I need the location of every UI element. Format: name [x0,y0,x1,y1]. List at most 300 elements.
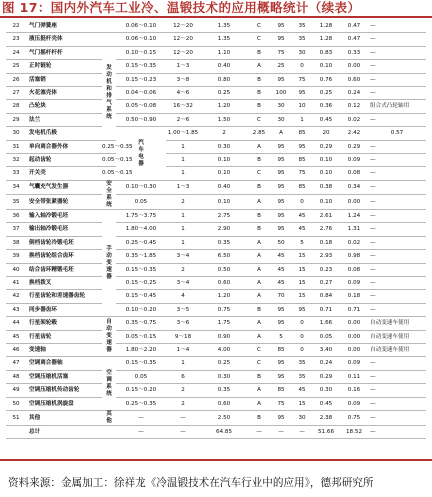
count-per-vehicle-cell: 6 [166,370,200,383]
ratio-b-cell: 35 [292,370,312,383]
note-cell: — [368,263,426,276]
part-name-cell: 气门弹簧座 [26,20,102,33]
ratio-a-cell: 85 [270,343,292,356]
value-b-cell: 0.00 [340,195,368,210]
table-row [6,303,426,316]
ratio-a-cell: 100 [270,87,292,100]
ratio-a-cell: 95 [270,195,292,210]
note-cell: — [368,357,426,370]
value-b-cell: 0.24 [340,87,368,100]
value-b-cell: 0.11 [340,370,368,383]
value-b-cell: 1.24 [340,209,368,222]
ratio-a-cell: 95 [270,410,292,425]
ratio-b-cell: 15 [292,397,312,410]
grade-cell: B [248,209,270,222]
weight-per-vehicle-cell: 0.25 [200,357,248,370]
ratio-b-cell: 1 [292,113,312,126]
category-label: 发动机和排气系统 [106,65,112,121]
part-name-cell: 输入轴冷锻毛坯 [26,209,102,222]
grade-cell: A [248,330,270,343]
weight-range-cell: 0.10～0.30 [116,180,166,195]
grade-cell: B [248,87,270,100]
weight-range-cell: 1.80～2.20 [116,343,166,356]
note-cell: — [368,290,426,303]
row-number-cell: 35 [6,195,26,210]
part-name-cell: 起动齿轮 [26,154,102,167]
row-number-cell: 29 [6,113,26,126]
count-per-vehicle-cell: 4～6 [166,87,200,100]
count-per-vehicle-cell: 9～18 [166,330,200,343]
ratio-b-cell: 35 [292,357,312,370]
part-name-cell: 单向离合器外体 [26,140,102,153]
value-b-cell: 0.71 [340,303,368,316]
category-cell [102,46,116,140]
weight-range-cell: 1.80～4.00 [116,223,166,236]
weight-per-vehicle-cell: 6.50 [200,250,248,263]
part-name-cell: 凸轮块 [26,100,102,113]
ratio-a-cell: 95 [270,140,292,153]
part-name-cell: 火花塞壳体 [26,87,102,100]
weight-per-vehicle-cell: 1.35 [200,20,248,33]
table-row [6,33,426,46]
part-name-cell: 空调压缩机涡旋盘 [26,397,102,410]
part-name-cell: 开关壳 [26,167,102,180]
part-name-cell: 发电机爪极 [26,127,102,140]
value-b-cell: 0.09 [340,154,368,167]
table-row [6,195,426,210]
count-per-vehicle-cell: 2 [166,195,200,210]
ratio-a-cell: 95 [270,223,292,236]
ratio-a-cell: 85 [270,384,292,397]
grade-cell: A [248,263,270,276]
weight-range-cell: 0.05～0.08 [116,100,166,113]
count-per-vehicle-cell: 3～5 [166,303,200,316]
weight-per-vehicle-cell: 64.85 [200,425,248,438]
value-a-cell: 0.23 [312,263,340,276]
part-name-cell: 结合齿环精锻毛坯 [26,263,102,276]
grade-cell: C [248,20,270,33]
value-a-cell: 0.05 [312,330,340,343]
value-a-cell: 0.71 [312,303,340,316]
ratio-b-cell: 95 [292,87,312,100]
row-number-cell: 48 [6,370,26,383]
category-cell [102,209,116,316]
ratio-b-cell: 85 [292,180,312,195]
value-b-cell: 0.18 [340,290,368,303]
part-name-cell: 输出轴冷锻毛坯 [26,223,102,236]
note-cell: — [368,167,426,180]
count-per-vehicle-cell: 2 [166,397,200,410]
value-a-cell: 0.10 [312,195,340,210]
ratio-b-cell: 30 [292,46,312,59]
weight-range-cell: 0.35～1.85 [116,250,166,263]
row-number-cell: 24 [6,46,26,59]
table-row [6,343,426,356]
ratio-a-cell: 85 [292,127,312,140]
value-a-cell: 0.45 [312,397,340,410]
table-row [6,154,426,167]
grade-cell: A [248,276,270,289]
weight-per-vehicle-cell: 2.50 [200,410,248,425]
ratio-b-cell: 75 [292,73,312,86]
row-number-cell: 25 [6,60,26,73]
value-a-cell: 0.84 [312,290,340,303]
ratio-b-cell: 30 [292,410,312,425]
row-number-cell: 50 [6,397,26,410]
ratio-b-cell: 95 [292,303,312,316]
ratio-b-cell: 35 [292,33,312,46]
ratio-b-cell: 45 [292,209,312,222]
row-number-cell: 49 [6,384,26,397]
table-row [6,100,426,113]
weight-per-vehicle-cell: 0.10 [200,195,248,210]
row-number-cell: 43 [6,303,26,316]
value-a-cell: 0.10 [312,60,340,73]
count-per-vehicle-cell: 3～4 [166,250,200,263]
table-row [6,384,426,397]
ratio-a-cell: 5 [270,330,292,343]
ratio-a-cell: 75 [270,397,292,410]
row-number-cell: 32 [6,154,26,167]
figure-title: 图 17：国内外汽车工业冷、温锻技术的应用概略统计（续表） [2,0,361,15]
ratio-a-cell: 95 [270,370,292,383]
count-per-vehicle-cell: 1 [166,209,200,222]
note-cell: — [368,113,426,126]
ratio-b-cell: 0 [292,343,312,356]
grade-cell: C [248,113,270,126]
value-a-cell: 0.25 [312,87,340,100]
part-name-cell: 液压挺杆壳体 [26,33,102,46]
note-cell: — [368,276,426,289]
note-cell: — [368,410,426,425]
count-per-vehicle-cell: 12～20 [166,20,200,33]
count-per-vehicle-cell: — [166,410,200,425]
note-cell: — [368,303,426,316]
weight-range-cell: 0.25～0.35 [102,140,116,153]
table-row [6,127,426,140]
weight-per-vehicle-cell: 0.30 [200,370,248,383]
weight-range-cell: 0.15～0.35 [116,60,166,73]
value-a-cell: 0.29 [312,140,340,153]
weight-per-vehicle-cell: 0.60 [200,397,248,410]
weight-per-vehicle-cell: 1.75 [200,317,248,330]
note-cell: — [368,33,426,46]
category-label: 其他 [106,410,112,424]
table-row [6,410,426,425]
category-label: 安全系统 [106,180,112,208]
grade-cell: B [248,303,270,316]
grade-cell: A [248,317,270,330]
weight-range-cell: 0.05～0.15 [102,154,116,167]
ratio-b-cell: 0 [292,60,312,73]
weight-per-vehicle-cell: 1.20 [200,290,248,303]
grade-cell: A [248,140,270,153]
part-name-cell: 安全带张紧器轮 [26,195,102,210]
count-per-vehicle-cell: 1 [166,223,200,236]
weight-range-cell: 0.15～0.45 [116,290,166,303]
note-cell: 自动变速车使用 [368,343,426,356]
category-cell [102,20,116,33]
row-number-cell: 36 [6,209,26,222]
ratio-b-cell: 5 [292,236,312,249]
value-a-cell: 3.40 [312,343,340,356]
weight-per-vehicle-cell: 0.80 [200,73,248,86]
weight-per-vehicle-cell: 0.75 [200,303,248,316]
category-label: 手动变速器 [106,245,112,280]
value-a-cell: 0.10 [312,154,340,167]
part-name-cell: 正时链轮 [26,60,102,73]
ratio-a-cell: 25 [270,60,292,73]
weight-range-cell: 0.06～0.10 [116,33,166,46]
forging-stats-table [6,20,426,439]
table-row [6,223,426,236]
ratio-b-cell: 15 [292,263,312,276]
note-cell: — [368,180,426,195]
row-number-cell [6,425,26,438]
part-name-cell: 空调压缩机传动齿轮 [26,384,102,397]
grade-cell: B [248,180,270,195]
table-row [6,140,426,153]
value-a-cell: 0.36 [312,100,340,113]
table-row [6,113,426,126]
category-label: 自动变速器 [106,319,112,354]
row-number-cell: 40 [6,263,26,276]
ratio-b-cell: 20 [312,127,340,140]
part-name-cell: 空调压缩机活塞 [26,370,102,383]
value-a-cell: 0.24 [312,357,340,370]
grade-cell: A [270,127,292,140]
weight-per-vehicle-cell: 2.90 [200,223,248,236]
part-name-cell: 行星齿轮和差速器齿轮 [26,290,102,303]
row-number-cell: 30 [6,127,26,140]
ratio-a-cell: 50 [270,236,292,249]
weight-range-cell: 0.05～0.15 [102,167,116,180]
ratio-a-cell: 70 [270,290,292,303]
part-name-cell: 总计 [26,425,102,438]
part-name-cell: 活塞销 [26,73,102,86]
value-a-cell: 0.10 [312,167,340,180]
part-name-cell: 气门摇杆杆杆 [26,46,102,59]
value-a-cell: 1.66 [312,317,340,330]
weight-per-vehicle-cell: 0.40 [200,180,248,195]
row-number-cell: 45 [6,330,26,343]
weight-range-cell: 0.04～0.06 [116,87,166,100]
row-number-cell: 44 [6,317,26,330]
table-row [6,236,426,249]
value-a-cell: 51.66 [312,425,340,438]
weight-range-cell: 0.25～0.35 [116,397,166,410]
note-cell: — [368,425,426,438]
value-b-cell: 0.98 [340,250,368,263]
weight-per-vehicle-cell: 0.35 [200,236,248,249]
note-cell: — [368,223,426,236]
ratio-b-cell: — [292,425,312,438]
row-number-cell: 41 [6,276,26,289]
ratio-a-cell: 95 [270,73,292,86]
weight-per-vehicle-cell: 0.50 [200,263,248,276]
value-b-cell: 0.02 [340,236,368,249]
note-cell: 组合式凸轮轴用 [368,100,426,113]
part-name-cell: 倒档齿轮冷锻毛坯 [26,236,102,249]
count-per-vehicle-cell: 1 [166,357,200,370]
source-note: 资料来源：金属加工：徐祥龙《冷温锻技术在汽车行业中的应用》，德邦研究所 [8,477,374,489]
ratio-a-cell: 45 [270,263,292,276]
ratio-b-cell: 0 [292,330,312,343]
weight-per-vehicle-cell: 1.20 [200,100,248,113]
grade-cell: B [248,100,270,113]
ratio-b-cell: 15 [292,250,312,263]
value-a-cell: 2.38 [312,410,340,425]
table-row [6,330,426,343]
ratio-a-cell: 30 [270,113,292,126]
table-row [6,397,426,410]
ratio-a-cell: 95 [270,167,292,180]
part-name-cell: 行星齿轮 [26,330,102,343]
value-b-cell: 0.29 [340,140,368,153]
count-per-vehicle-cell: 1～3 [166,180,200,195]
grade-cell: A [248,195,270,210]
table-row [6,263,426,276]
grade-cell: C [248,357,270,370]
ratio-b-cell: 15 [292,276,312,289]
weight-range-cell: 0.35～0.75 [116,317,166,330]
value-b-cell: 0.57 [368,127,426,140]
note-cell: — [368,384,426,397]
row-number-cell: 37 [6,223,26,236]
value-a-cell: 0.76 [312,73,340,86]
count-per-vehicle-cell: 1 [166,236,200,249]
value-b-cell: 0.00 [340,343,368,356]
ratio-b-cell: 85 [292,154,312,167]
value-a-cell: 0.30 [312,384,340,397]
ratio-a-cell: 95 [270,317,292,330]
ratio-b-cell: 15 [292,290,312,303]
ratio-a-cell: 95 [270,357,292,370]
value-b-cell: 1.31 [340,223,368,236]
value-b-cell: 0.16 [340,384,368,397]
value-a-cell: 0.18 [312,236,340,249]
ratio-a-cell: 30 [270,100,292,113]
part-name-cell: 空调离合器轴 [26,357,102,370]
ratio-b-cell: 75 [292,167,312,180]
note-cell: — [368,87,426,100]
weight-per-vehicle-cell: 2.85 [248,127,270,140]
grade-cell: A [248,250,270,263]
ratio-a-cell: 75 [270,46,292,59]
grade-cell: A [248,397,270,410]
weight-per-vehicle-cell: 2.75 [200,209,248,222]
value-b-cell: 0.47 [340,33,368,46]
ratio-a-cell: — [270,425,292,438]
weight-per-vehicle-cell: 0.25 [200,87,248,100]
count-per-vehicle-cell: 2 [200,127,248,140]
weight-range-cell: 0.15～0.20 [116,384,166,397]
bottom-rule [0,459,432,461]
weight-per-vehicle-cell: 0.35 [200,384,248,397]
count-per-vehicle-cell: 1 [166,154,200,167]
weight-per-vehicle-cell: 0.40 [200,60,248,73]
weight-range-cell: 0.10～0.15 [116,46,166,59]
category-cell [102,425,116,438]
value-b-cell: 0.08 [340,263,368,276]
grade-cell: C [248,167,270,180]
table-row [6,357,426,370]
part-name-cell: 变速轴 [26,343,102,356]
row-number-cell: 33 [6,167,26,180]
note-cell: — [368,73,426,86]
count-per-vehicle-cell: — [166,425,200,438]
value-b-cell: 0.09 [340,357,368,370]
ratio-b-cell: 95 [292,140,312,153]
row-number-cell: 28 [6,100,26,113]
weight-per-vehicle-cell: 1.50 [200,113,248,126]
weight-per-vehicle-cell: 1.10 [200,46,248,59]
table-row [6,87,426,100]
note-cell: — [368,236,426,249]
note-cell: — [368,209,426,222]
grade-cell: C [248,343,270,356]
grade-cell: A [248,290,270,303]
ratio-a-cell: 95 [270,209,292,222]
weight-range-cell: — [116,425,166,438]
row-number-cell: 46 [6,343,26,356]
grade-cell: A [248,384,270,397]
table-row [6,370,426,383]
count-per-vehicle-cell: 3～8 [166,73,200,86]
table-row [6,73,426,86]
value-a-cell: 2.61 [312,209,340,222]
weight-range-cell: 0.05～0.15 [116,330,166,343]
table-row [6,46,426,59]
ratio-b-cell: 35 [292,20,312,33]
grade-cell: B [248,154,270,167]
ratio-a-cell: 45 [270,250,292,263]
row-number-cell: 38 [6,236,26,249]
weight-range-cell: 0.06～0.10 [116,20,166,33]
value-b-cell: 0.02 [340,113,368,126]
row-number-cell: 39 [6,250,26,263]
table-row [6,60,426,73]
category-cell [102,410,116,425]
note-cell: — [368,140,426,153]
weight-range-cell: 0.15～0.35 [116,263,166,276]
ratio-a-cell: 95 [270,303,292,316]
table-row [6,317,426,330]
count-per-vehicle-cell: 1～4 [166,343,200,356]
row-number-cell: 34 [6,180,26,195]
note-cell: — [368,60,426,73]
ratio-a-cell: 95 [270,33,292,46]
row-number-cell: 23 [6,33,26,46]
category-cell [102,33,116,46]
ratio-b-cell: 45 [292,384,312,397]
count-per-vehicle-cell: 2 [166,263,200,276]
part-name-cell: 其他 [26,410,102,425]
weight-per-vehicle-cell: 0.90 [200,330,248,343]
table-row [6,180,426,195]
table-row [6,425,426,438]
value-b-cell: 0.60 [340,73,368,86]
ratio-b-cell: 0 [292,195,312,210]
value-b-cell: 0.00 [340,60,368,73]
weight-range-cell: — [116,410,166,425]
row-number-cell: 31 [6,140,26,153]
weight-range-cell: 1.00～1.85 [166,127,200,140]
note-cell: — [368,154,426,167]
value-b-cell: 0.00 [340,317,368,330]
value-b-cell: 0.08 [340,167,368,180]
grade-cell: — [248,425,270,438]
